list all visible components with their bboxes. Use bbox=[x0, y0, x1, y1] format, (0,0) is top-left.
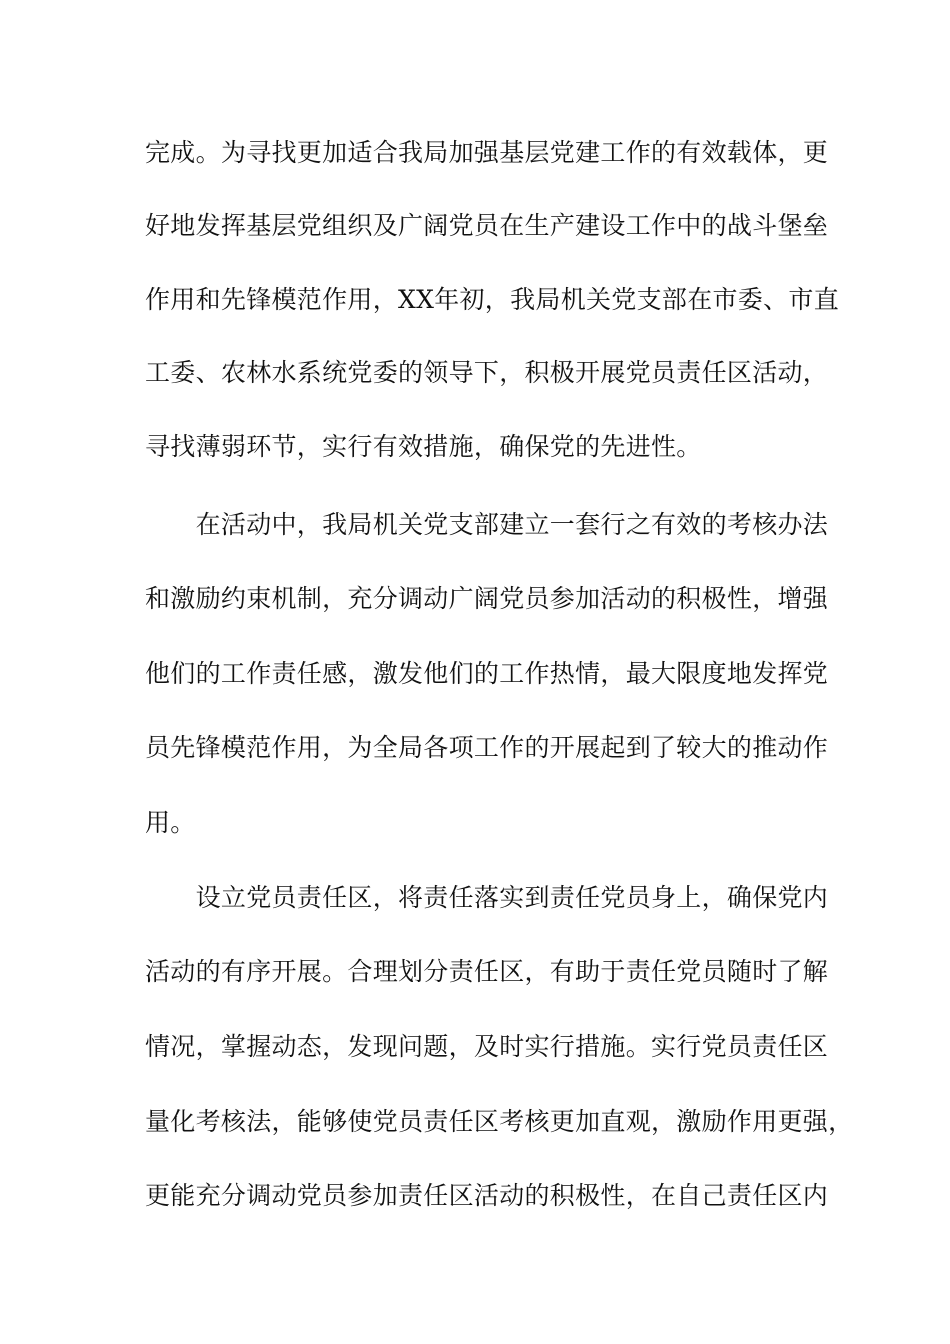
text-line: 用。 bbox=[145, 808, 196, 837]
text-line: 工委、农林水系统党委的领导下，积极开展党员责任区活动， bbox=[145, 358, 829, 387]
text-line: 作用和先锋模范作用，XX年初，我局机关党支部在市委、市直 bbox=[145, 285, 839, 314]
text-line: 情况，掌握动态，发现问题，及时实行措施。实行党员责任区 bbox=[145, 1032, 829, 1061]
text-line: 员先锋模范作用，为全局各项工作的开展起到了较大的推动作 bbox=[145, 733, 829, 762]
text-line: 和激励约束机制，充分调动广阔党员参加活动的积极性，增强 bbox=[145, 584, 829, 613]
text-line: 在活动中，我局机关党支部建立一套行之有效的考核办法 bbox=[145, 510, 829, 539]
text-line: 完成。为寻找更加适合我局加强基层党建工作的有效载体，更 bbox=[145, 138, 829, 167]
text-line: 量化考核法，能够使党员责任区考核更加直观，激励作用更强， bbox=[145, 1107, 854, 1136]
text-line: 活动的有序开展。合理划分责任区，有助于责任党员随时了解 bbox=[145, 957, 829, 986]
text-line: 好地发挥基层党组织及广阔党员在生产建设工作中的战斗堡垒 bbox=[145, 211, 829, 240]
text-line: 他们的工作责任感，激发他们的工作热情，最大限度地发挥党 bbox=[145, 659, 829, 688]
text-line: 寻找薄弱环节，实行有效措施，确保党的先进性。 bbox=[145, 432, 702, 461]
text-line: 设立党员责任区，将责任落实到责任党员身上，确保党内 bbox=[145, 883, 829, 912]
text-line: 更能充分调动党员参加责任区活动的积极性，在自己责任区内 bbox=[145, 1181, 829, 1210]
